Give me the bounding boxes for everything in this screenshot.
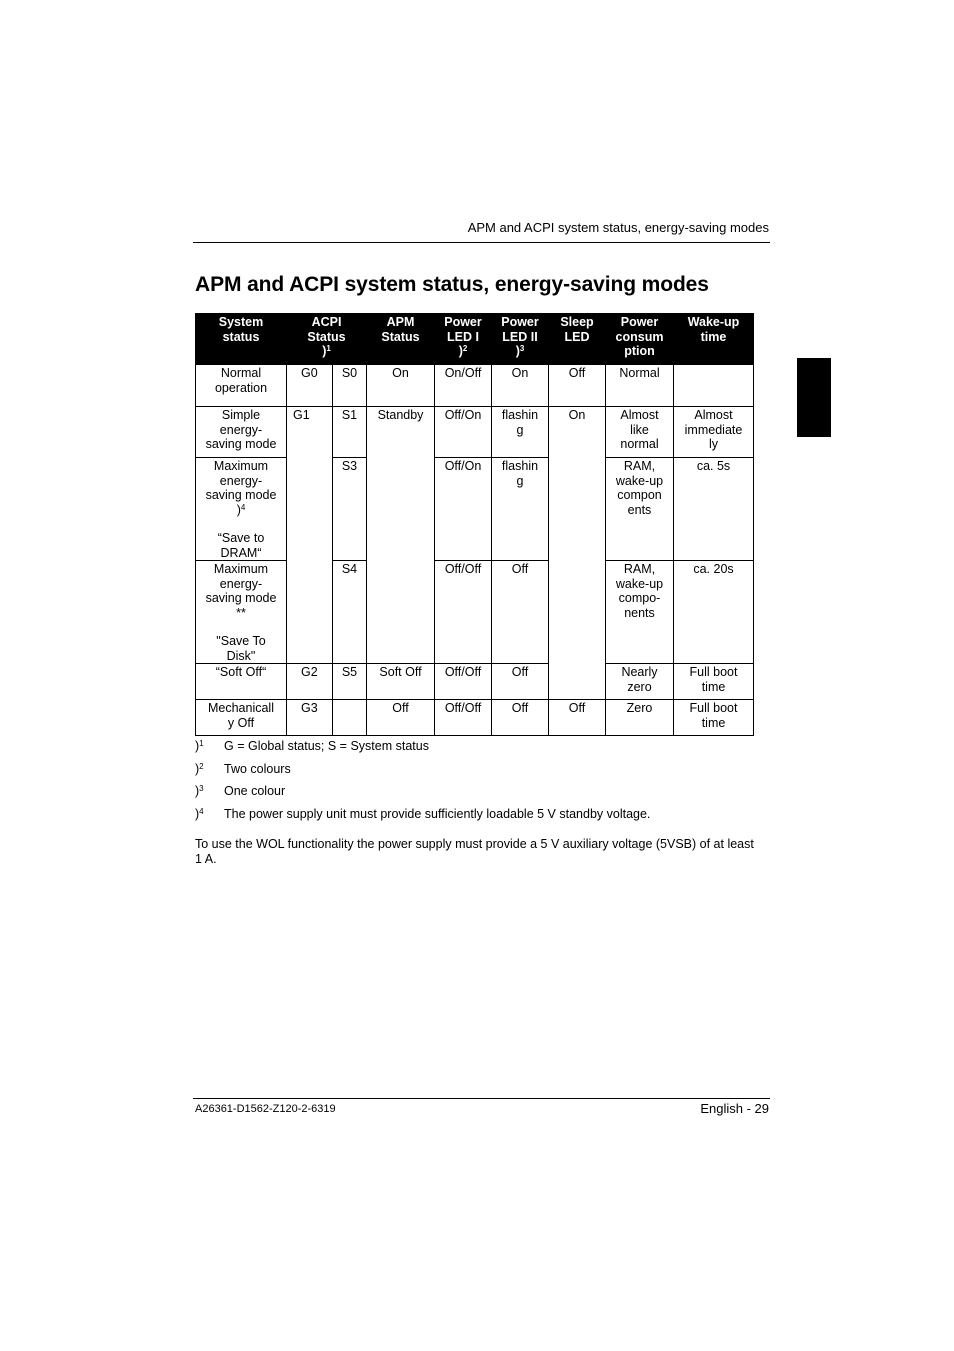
footnote-mark: ) xyxy=(195,761,200,776)
footnote-text: One colour xyxy=(224,784,286,798)
cell-system-status: Simple energy- saving mode xyxy=(196,407,287,458)
page-number: English - 29 xyxy=(700,1101,769,1116)
cell-power-led-2: Off xyxy=(492,664,549,700)
cell-power-consumption: Zero xyxy=(606,700,674,736)
header-divider xyxy=(193,242,770,243)
cell-global-status: G0 xyxy=(287,365,333,407)
col-header-power-led-1: Power LED I )$^2$ xyxy=(435,314,492,365)
cell-acpi-status: S5 xyxy=(333,664,367,700)
page-title: APM and ACPI system status, energy-saving modes xyxy=(195,273,709,296)
cell-acpi-status: S0 xyxy=(333,365,367,407)
cell-wakeup-time xyxy=(674,365,754,407)
cell-power-led-2: Off xyxy=(492,561,549,664)
cell-acpi-status: S1 xyxy=(333,407,367,458)
cell-apm-status: Soft Off xyxy=(367,664,435,700)
cell-apm-status: Off xyxy=(367,700,435,736)
cell-global-status: G2 xyxy=(287,664,333,700)
footnote-text: The power supply unit must provide sufficiently loadable 5 V standby voltage. xyxy=(224,806,651,821)
cell-power-led-1: Off/Off xyxy=(435,700,492,736)
col-header-apm-status: APM Status xyxy=(367,314,435,365)
col-header-sleep-led: Sleep LED xyxy=(549,314,606,365)
cell-global-status: G3 xyxy=(287,700,333,736)
cell-sleep-led: Off xyxy=(549,365,606,407)
chapter-tab-marker xyxy=(797,358,831,437)
table-row xyxy=(196,700,754,736)
table-row xyxy=(196,561,754,664)
footnote-mark: ) xyxy=(195,784,200,798)
cell-power-led-1: On/Off xyxy=(435,365,492,407)
col-header-acpi-status: ACPI Status )$^1$ xyxy=(287,314,367,365)
cell-power-consumption: RAM, wake-up compon ents xyxy=(606,458,674,561)
cell-power-led-2: Off xyxy=(492,700,549,736)
footnote-mark: ) xyxy=(195,739,200,753)
cell-power-consumption: Nearly zero xyxy=(606,664,674,700)
footnote-text: G = Global status; S = System status xyxy=(224,739,429,753)
cell-system-status: Maximum energy- saving mode ** "Save To Disk" xyxy=(196,561,287,664)
footnote-text: Two colours xyxy=(224,761,291,776)
table-row xyxy=(196,664,754,700)
running-header: APM and ACPI system status, energy-saving modes xyxy=(467,220,769,235)
footer-divider xyxy=(193,1098,770,1099)
cell-acpi-status xyxy=(333,700,367,736)
footnote-number: 3 xyxy=(199,784,204,793)
cell-power-consumption: Normal xyxy=(606,365,674,407)
table-row xyxy=(196,458,754,561)
cell-system-status: Mechanicall y Off xyxy=(196,700,287,736)
cell-power-consumption: Almost like normal xyxy=(606,407,674,458)
cell-apm-status: On xyxy=(367,365,435,407)
cell-wakeup-time: Full boot time xyxy=(674,700,754,736)
cell-power-led-1: Off/On xyxy=(435,407,492,458)
cell-power-led-2: On xyxy=(492,365,549,407)
cell-wakeup-time: Almost immediate ly xyxy=(674,407,754,458)
col-header-system-status: System status xyxy=(196,314,287,365)
document-id: A26361-D1562-Z120-2-6319 xyxy=(195,1103,336,1115)
footnote-number: 2 xyxy=(199,761,204,771)
cell-global-status: G1 xyxy=(287,407,333,664)
cell-wakeup-time: ca. 20s xyxy=(674,561,754,664)
cell-system-status: Maximum energy- saving mode )$^4$ “Save to DRAM“ xyxy=(196,458,287,561)
col-header-power-led-2: Power LED II )$^3$ xyxy=(492,314,549,365)
footnote-mark: ) xyxy=(195,806,200,821)
cell-power-led-1: Off/Off xyxy=(435,664,492,700)
cell-system-status: Normal operation xyxy=(196,365,287,407)
cell-sleep-led: Off xyxy=(549,700,606,736)
footnote-number: 4 xyxy=(199,806,204,816)
cell-power-led-2: flashin g xyxy=(492,407,549,458)
cell-wakeup-time: ca. 5s xyxy=(674,458,754,561)
cell-system-status: “Soft Off“ xyxy=(196,664,287,700)
table-header-row xyxy=(196,314,754,365)
table-row xyxy=(196,365,754,407)
col-header-power-consumption: Power consum ption xyxy=(606,314,674,365)
cell-power-led-1: Off/Off xyxy=(435,561,492,664)
col-header-wakeup-time: Wake-up time xyxy=(674,314,754,365)
table-row xyxy=(196,407,754,458)
cell-acpi-status: S4 xyxy=(333,561,367,664)
cell-acpi-status: S3 xyxy=(333,458,367,561)
cell-power-led-2: flashin g xyxy=(492,458,549,561)
cell-wakeup-time: Full boot time xyxy=(674,664,754,700)
footnote-number: 1 xyxy=(199,739,204,748)
wol-note: To use the WOL functionality the power supply must provide a 5 V auxiliary voltage (5VSB) of at least 1 A. xyxy=(195,837,754,866)
cell-power-led-1: Off/On xyxy=(435,458,492,561)
status-table xyxy=(195,313,754,736)
cell-apm-status: Standby xyxy=(367,407,435,664)
cell-sleep-led: On xyxy=(549,407,606,700)
cell-power-consumption: RAM, wake-up compo- nents xyxy=(606,561,674,664)
